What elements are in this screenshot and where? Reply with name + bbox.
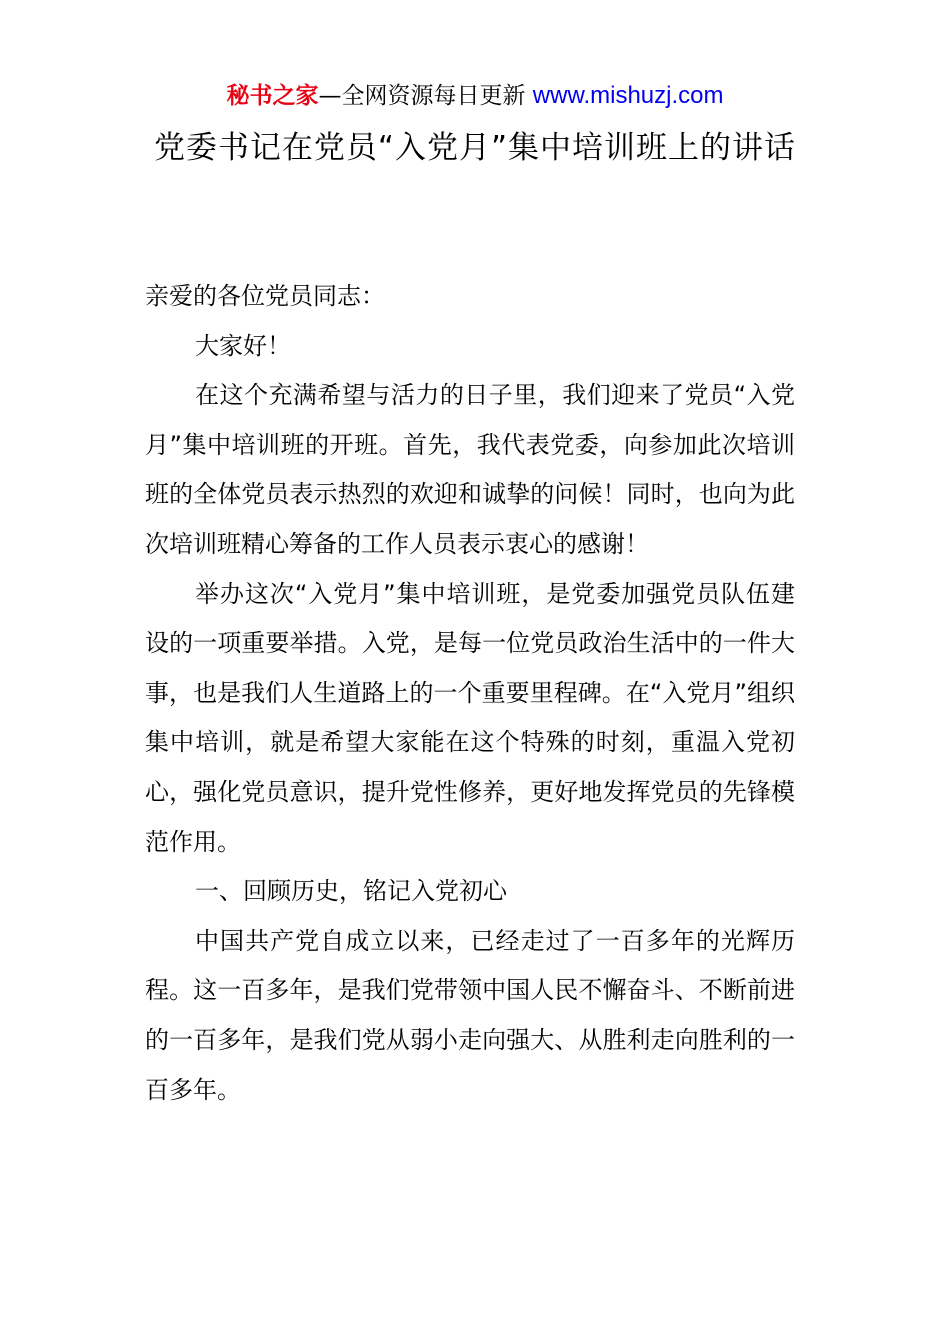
document-title: 党委书记在党员“入党月”集中培训班上的讲话 <box>153 130 797 166</box>
site-url-link[interactable]: www.mishuzj.com <box>532 82 724 109</box>
document-body <box>145 272 795 1115</box>
purpose-paragraph: 举办这次“入党月”集中培训班，是党委加强党员队伍建设的一项重要举措。入党，是每一位党员政治生活中的一件大事，也是我们人生道路上的一个重要里程碑。在“入党月”组织集中培训，就是希望大家能在这个特殊的时刻，重温入党初心，强化党员意识，提升党性修养，更好地发挥党员的先锋模范作用。 <box>145 579 795 856</box>
greeting-paragraph: 大家好！ <box>195 331 291 360</box>
site-name: 秘书之家 <box>226 83 319 109</box>
history-paragraph: 中国共产党自成立以来，已经走过了一百多年的光辉历程。这一百多年，是我们党带领中国人民不懈奋斗、不断前进的一百多年，是我们党从弱小走向强大、从胜利走向胜利的一百多年。 <box>145 926 795 1104</box>
site-tagline: —全网资源每日更新 <box>318 83 533 109</box>
section-heading: 一、回顾历史，铭记入党初心 <box>195 877 507 906</box>
opening-paragraph: 在这个充满希望与活力的日子里，我们迎来了党员“入党月”集中培训班的开班。首先，我代表党委，向参加此次培训班的全体党员表示热烈的欢迎和诚挚的问候！同时，也向为此次培训班精心筹备的工作人员表示衷心的感谢！ <box>145 381 795 558</box>
salutation: 亲爱的各位党员同志： <box>145 282 385 310</box>
site-header <box>0 78 950 114</box>
